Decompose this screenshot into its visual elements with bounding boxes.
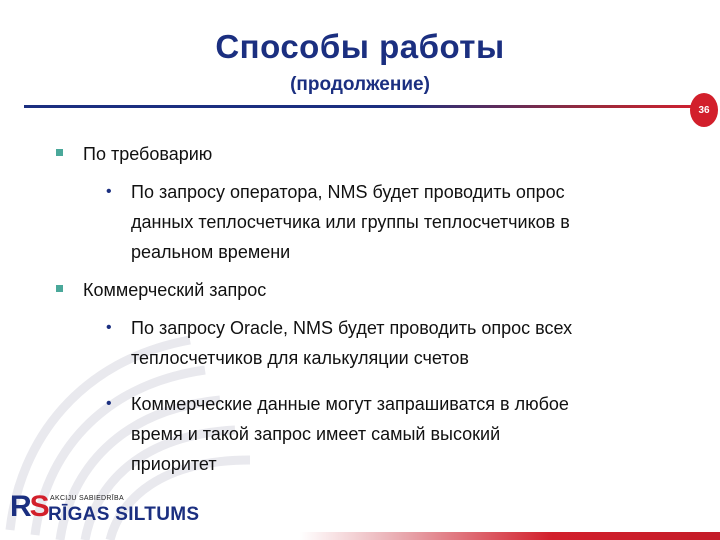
rigas-siltums-logo [10,492,230,526]
square-bullet-icon [56,285,63,292]
logo-name: RĪGAS SILTUMS [48,504,200,525]
square-bullet-icon [56,149,63,156]
sub-bullet-operator-request [56,177,676,267]
sub-bullet-line: теплосчетчиков для калькуляции счетов [131,348,469,368]
bullet-text: Коммерческий запрос [83,280,267,300]
sub-bullet-oracle-request [56,313,676,373]
sub-bullet-line: время и такой запрос имеет самый высокий [131,424,501,444]
dot-bullet-icon: • [106,319,112,336]
dot-bullet-icon: • [106,395,112,412]
bullet-on-demand [56,143,676,165]
sub-bullet-line: данных теплосчетчика или группы теплосчетчиков в [131,212,570,232]
title-divider [24,105,696,108]
logo-mark: RS [10,490,48,523]
sub-bullet-line: Коммерческие данные могут запрашиватся в любое [131,394,569,414]
sub-bullet-line: реальном времени [131,242,291,262]
sub-bullet-commercial-priority [56,389,676,479]
sub-bullet-line: приоритет [131,454,217,474]
slide-title: Способы работы [215,28,505,65]
dot-bullet-icon: • [106,183,112,200]
logo-tagline: AKCIJU SABIEDRĪBA [50,495,124,502]
footer-accent-bar [300,532,720,540]
slide-subtitle: (продолжение) [290,74,430,95]
sub-bullet-line: По запросу оператора, NMS будет проводить опрос [131,182,565,202]
bullet-commercial-request [56,279,676,301]
sub-bullet-line: По запросу Oracle, NMS будет проводить опрос всех [131,318,573,338]
bullet-list [56,143,676,479]
page-number-badge: 36 [690,93,718,127]
bullet-text: По требоварию [83,144,213,164]
